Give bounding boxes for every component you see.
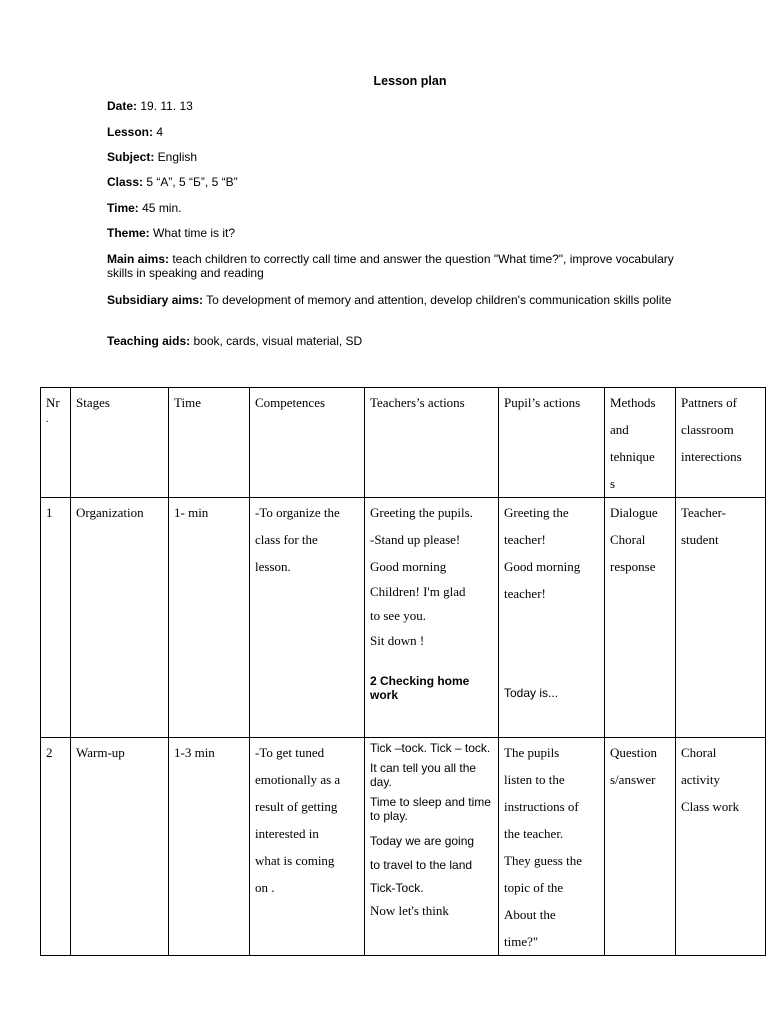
row2-pupils-line: the teacher. [504,826,564,841]
class-line [107,175,707,189]
row2-competences-line: interested in [255,826,319,841]
header-methods-line: s [610,476,616,491]
row1-methods-line: Choral [610,532,646,547]
row1-pupils-line: teacher! [504,532,546,547]
row2-competences [250,738,365,956]
row2-competences-line: emotionally as a [255,772,341,787]
theme-value: What time is it? [149,226,236,240]
header-teachers-actions-text: Teachers’s actions [370,395,465,410]
header-partners-line: classroom [681,422,734,437]
row2-partners-line: Class work [681,799,740,814]
subject-value: English [154,150,198,164]
row1-teacher [365,498,499,738]
table-header-row [41,388,766,498]
subject-line [107,150,707,164]
row2-pupils-line: time?" [504,934,539,949]
theme-label: Theme: [107,226,150,240]
row1-competences-line: -To organize the [255,505,340,520]
header-pupils-actions-text: Pupil’s actions [504,395,581,410]
subject-label: Subject: [107,150,155,164]
row2-time-text: 1-3 min [174,745,215,760]
row1-methods-line: response [610,559,656,574]
time-value: 45 min. [138,201,182,215]
row2-pupils-line: They guess the [504,853,582,868]
header-pupils-actions [499,388,605,498]
lesson-line [107,125,707,139]
row2-methods [605,738,676,956]
row2-competences-line: what is coming [255,853,335,868]
row2-teacher-sans-line: It can tell you all the day. [370,761,477,789]
row1-stage [71,498,169,738]
row2-pupils-line: topic of the [504,880,564,895]
row1-pupils-spacer [504,607,599,682]
row1-pupils-line: Good morning [504,559,581,574]
row1-teacher-line: Children! I'm glad [370,584,466,599]
class-label: Class: [107,175,144,189]
lesson-plan-table [40,387,766,956]
row2-pupils-line: The pupils [504,745,560,760]
row1-teacher-line: Sit down ! [370,633,425,648]
row1-partners [676,498,766,738]
row1-teacher-line: Greeting the pupils. [370,505,473,520]
row1-pupils-note: Today is... [504,686,559,700]
row1-teacher-line: -Stand up please! [370,532,461,547]
row1-partners-line: Teacher- [681,505,727,520]
subsidiary-aims-line [107,293,702,307]
row2-teacher-line: to travel to the land [370,858,473,872]
row1-time-text: 1- min [174,505,209,520]
header-partners-line: Pattners of [681,395,737,410]
row2-pupils-line: About the [504,907,556,922]
table-row [41,498,766,738]
row1-nr-text: 1 [46,505,53,520]
row2-teacher-sans-line: Tick –tock. Tick – tock. [370,741,491,755]
theme-line [107,226,707,240]
header-time [169,388,250,498]
row2-teacher-sans-line: Time to sleep and time to play. [370,795,491,823]
header-methods-line: and [610,422,629,437]
teaching-aids-label: Teaching aids: [107,334,191,348]
row2-stage [71,738,169,956]
row1-competences-line: class for the [255,532,318,547]
row1-pupils [499,498,605,738]
header-methods-line: tehnique [610,449,655,464]
row1-pupils-line: teacher! [504,586,546,601]
row2-teacher [365,738,499,956]
date-line [107,99,707,113]
row2-methods-line: s/answer [610,772,656,787]
table-row [41,738,766,956]
row1-methods-line: Dialogue [610,505,658,520]
header-methods [605,388,676,498]
row1-teacher-line: Good morning [370,559,447,574]
row1-competences [250,498,365,738]
row2-nr-text: 2 [46,745,53,760]
row2-partners [676,738,766,956]
lesson-value: 4 [153,125,164,139]
row2-time [169,738,250,956]
header-partners [676,388,766,498]
row2-teacher-line: Today we are going [370,834,475,848]
row2-competences-line: result of getting [255,799,338,814]
row2-nr [41,738,71,956]
main-aims-label: Main aims: [107,252,170,266]
row1-nr [41,498,71,738]
date-value: 19. 11. 13 [137,99,193,113]
header-stages-text: Stages [76,395,110,410]
main-aims-line [107,252,682,280]
row2-competences-line: on . [255,880,275,895]
document-title: Lesson plan [373,74,447,88]
header-methods-line: Methods [610,395,656,410]
row1-teacher-spacer [370,654,493,674]
header-nr [41,388,71,498]
class-value: 5 “A”, 5 “Б”, 5 “B” [143,175,238,189]
row2-stage-text: Warm-up [76,745,125,760]
header-stages [71,388,169,498]
row1-pupils-line: Greeting the [504,505,569,520]
row1-checking-homework: 2 Checking home work [370,674,470,702]
teaching-aids-value: book, cards, visual material, SD [190,334,363,348]
lesson-label: Lesson: [107,125,154,139]
row1-stage-text: Organization [76,505,144,520]
header-nr-line: . [46,414,49,425]
time-line [107,201,707,215]
row2-pupils [499,738,605,956]
row2-pupils-line: instructions of [504,799,579,814]
header-competences [250,388,365,498]
row2-partners-line: activity [681,772,720,787]
header-partners-line: interections [681,449,742,464]
date-label: Date: [107,99,138,113]
row2-teacher-line: Now let's think [370,903,449,918]
header-time-text: Time [174,395,201,410]
row1-time [169,498,250,738]
header-teachers-actions [365,388,499,498]
time-label: Time: [107,201,139,215]
row1-teacher-line: to see you. [370,608,426,623]
row2-methods-line: Question [610,745,657,760]
row2-pupils-line: listen to the [504,772,565,787]
row1-partners-line: student [681,532,719,547]
row1-competences-line: lesson. [255,559,291,574]
row1-methods [605,498,676,738]
row2-teacher-line: Tick-Tock. [370,881,424,895]
row2-competences-line: -To get tuned [255,745,325,760]
header-nr-line: Nr [46,395,60,410]
subsidiary-aims-label: Subsidiary aims: [107,293,204,307]
header-competences-text: Competences [255,395,326,410]
row2-partners-line: Choral [681,745,717,760]
subsidiary-aims-value: To development of memory and attention, develop children's communication skills polite [203,293,672,307]
main-aims-value: teach children to correctly call time and answer the question "What time?", improve vocabulary skills in speaking and reading [107,252,674,280]
teaching-aids-line [107,334,707,348]
